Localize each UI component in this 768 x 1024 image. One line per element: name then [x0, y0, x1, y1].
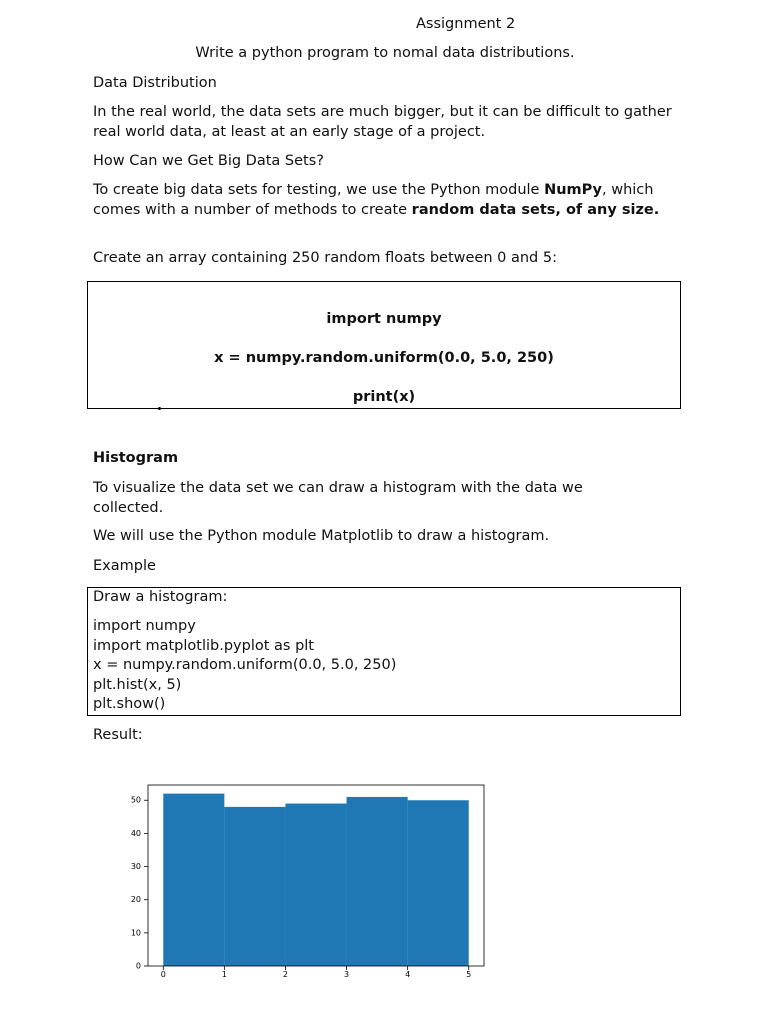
- paragraph-visualize: To visualize the data set we can draw a histogram with the data we collected.: [93, 480, 583, 516]
- histogram-bar: [408, 800, 469, 966]
- x-tick-label: 3: [343, 970, 350, 979]
- code-box-title: Draw a histogram:: [93, 589, 228, 605]
- numpy-text-1: To create big data sets for testing, we use the Python module: [93, 182, 545, 198]
- section-data-distribution: Data Distribution: [93, 75, 217, 91]
- y-tick-label: 10: [130, 928, 141, 938]
- y-tick-label: 50: [130, 795, 141, 805]
- y-tick-label: 30: [130, 862, 141, 872]
- x-tick-label: 0: [160, 970, 166, 979]
- code-box-array: [87, 281, 681, 409]
- question-big-data: How Can we Get Big Data Sets?: [93, 153, 324, 169]
- numpy-bold-1: NumPy: [544, 182, 602, 198]
- code-line: plt.hist(x, 5): [93, 676, 182, 693]
- numpy-bold-2: random data sets, of any size.: [411, 201, 660, 218]
- code-lines: [93, 617, 396, 715]
- code-line: x = numpy.random.uniform(0.0, 5.0, 250): [214, 350, 554, 366]
- code-box-histogram: [87, 587, 681, 716]
- paragraph-create-array: Create an array containing 250 random floats between 0 and 5:: [93, 250, 557, 266]
- histogram-bar: [347, 797, 408, 966]
- example-label: Example: [93, 558, 156, 574]
- paragraph-numpy: [93, 181, 678, 220]
- x-tick-label: 2: [282, 970, 289, 979]
- histogram-bar: [163, 794, 224, 966]
- code-line: print(x): [352, 389, 416, 405]
- assignment-title: Assignment 2: [416, 16, 516, 32]
- result-label: Result:: [93, 727, 143, 743]
- paragraph-real-world: In the real world, the data sets are much bigger, but it can be difficult to gather real world data, at least at an early stage of a project.: [93, 104, 672, 140]
- code-line: import numpy: [326, 311, 442, 327]
- x-tick-label: 5: [466, 970, 472, 979]
- stray-dot: [158, 407, 161, 410]
- y-tick-label: 20: [130, 895, 141, 905]
- y-tick-label: 0: [135, 961, 141, 971]
- x-tick-label: 1: [221, 970, 227, 979]
- histogram-heading: Histogram: [93, 450, 179, 466]
- y-tick-label: 40: [130, 828, 141, 838]
- assignment-subtitle: Write a python program to nomal data distributions.: [195, 45, 575, 61]
- numpy-text-2: , which comes with a number of methods to create: [93, 182, 654, 218]
- histogram-bar: [285, 804, 346, 966]
- histogram-bar: [224, 807, 285, 966]
- histogram-chart: [110, 770, 500, 985]
- x-tick-label: 4: [405, 970, 411, 979]
- code-line: x = numpy.random.uniform(0.0, 5.0, 250): [93, 657, 397, 673]
- code-line: plt.show(): [93, 696, 166, 712]
- paragraph-matplotlib: We will use the Python module Matplotlib to draw a histogram.: [93, 528, 550, 544]
- code-line: import matplotlib.pyplot as plt: [93, 637, 314, 654]
- code-line: import numpy: [93, 618, 196, 634]
